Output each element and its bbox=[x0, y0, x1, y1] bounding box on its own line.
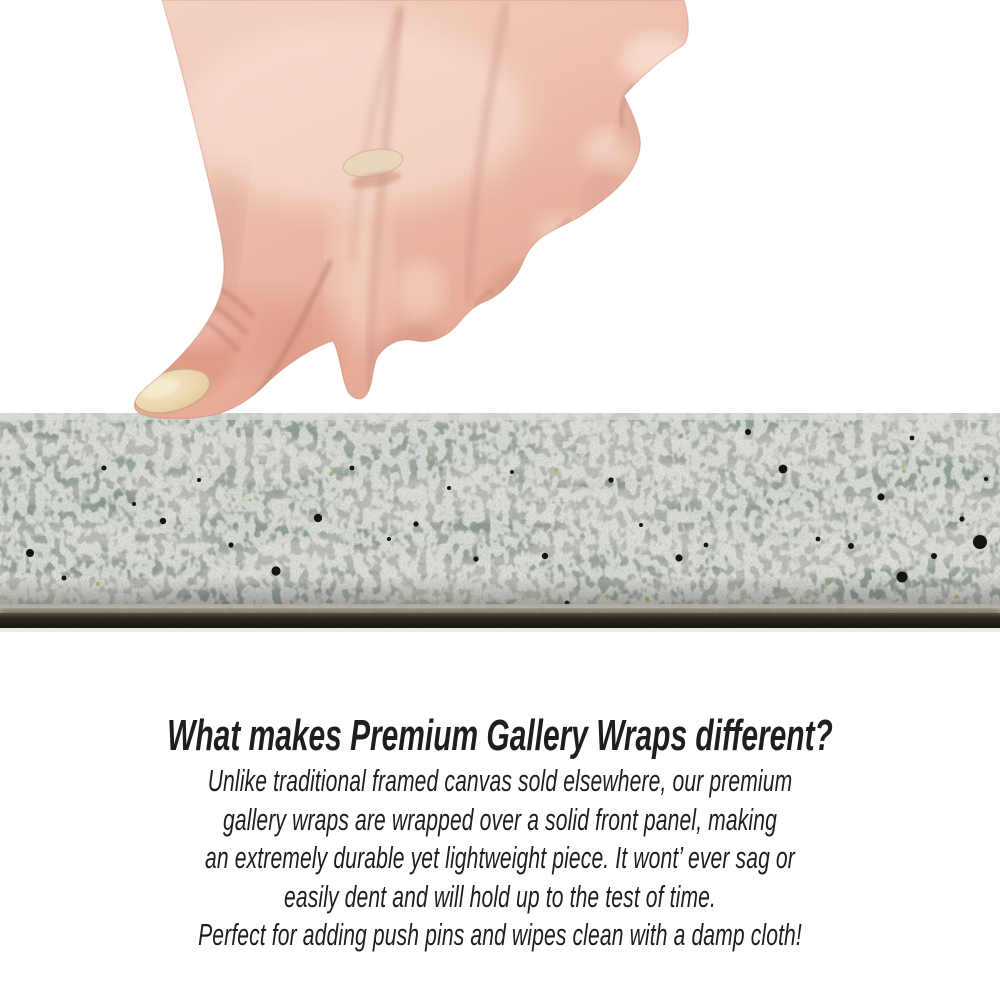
body-line-4: easily dent and will hold up to the test of time. bbox=[283, 878, 717, 914]
body-line-2: gallery wraps are wrapped over a solid front panel, making bbox=[223, 801, 777, 837]
canvas-bottom-edge-texture bbox=[0, 613, 1000, 628]
headline: What makes Premium Gallery Wraps different? bbox=[167, 711, 833, 760]
text-block bbox=[160, 712, 840, 955]
canvas-fold-shadow bbox=[0, 576, 1000, 606]
body-line-3: an extremely durable yet lightweight piece. It wont’ ever sag or bbox=[205, 840, 795, 875]
body-line-5: Perfect for adding push pins and wipes clean with a damp cloth! bbox=[198, 917, 802, 952]
body-line-1: Unlike traditional framed canvas sold elsewhere, our premium bbox=[207, 763, 793, 798]
hand-photo bbox=[129, 0, 693, 421]
canvas-strip-photo bbox=[0, 413, 1000, 632]
canvas-under-sliver bbox=[0, 628, 1000, 632]
